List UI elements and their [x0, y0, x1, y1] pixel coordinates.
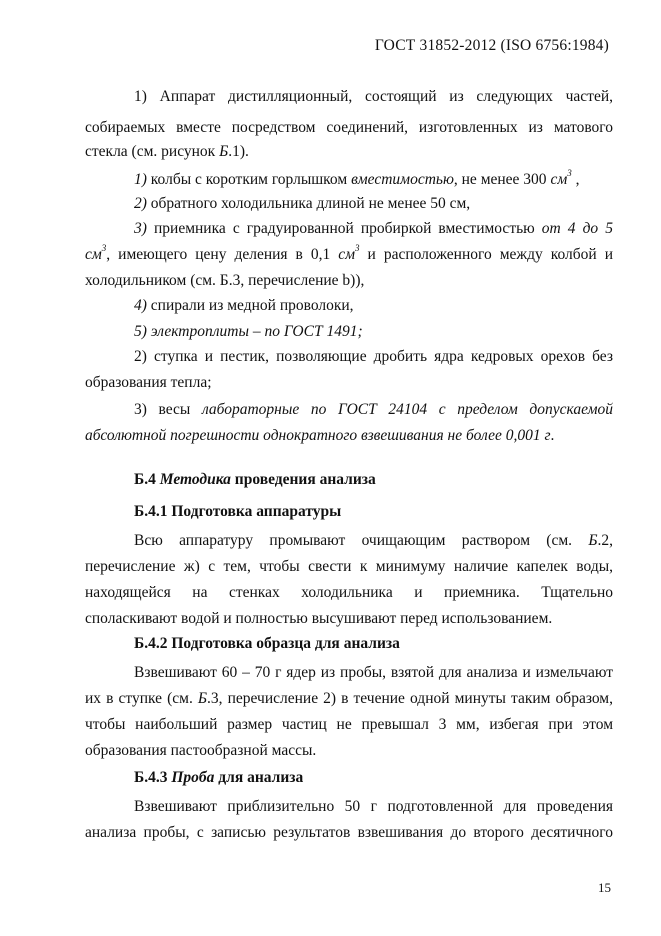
- text-run: обратного холодильника длиной не менее 50 см,: [146, 195, 471, 212]
- text-run: споласкивают водой и полностью высушивают перед использованием.: [85, 610, 553, 627]
- text-run: Взвешивают 60 – 70 г ядер из пробы, взятой для анализа и измельчают: [134, 664, 613, 681]
- text-line: [85, 741, 613, 760]
- item-number: 1): [134, 171, 147, 188]
- text-run: абсолютной погрешности однократного взвешивания не более 0,001 г: [85, 427, 551, 444]
- text-run: Проба: [171, 769, 215, 786]
- unit: см: [550, 171, 568, 188]
- text-run: вместимостью: [351, 171, 454, 188]
- text-run: .1).: [228, 143, 249, 160]
- section-heading: Б.4.1 Подготовка аппаратуры: [134, 503, 342, 520]
- text-line: [85, 823, 613, 842]
- text-line: [134, 531, 613, 550]
- text-run: Б: [219, 143, 229, 160]
- unit: см: [85, 246, 102, 263]
- text-run: Б: [588, 532, 598, 549]
- text-run: , имеющего цену деления в 0,1: [106, 246, 339, 263]
- text-run: Методика: [159, 471, 231, 488]
- item-number: 3): [134, 220, 147, 237]
- unit: см: [338, 246, 356, 263]
- list-item: [134, 219, 613, 238]
- text-line: [134, 87, 613, 106]
- text-line: [85, 245, 613, 264]
- text-run: 2) ступка и пестик, позволяющие дробить ядра кедровых орехов без: [134, 348, 613, 365]
- text-run: .: [550, 427, 555, 444]
- text-line: [85, 557, 613, 576]
- text-run: .2,: [597, 532, 613, 549]
- text-run: проведения анализа: [230, 471, 376, 488]
- text-run: спирали из медной проволоки,: [146, 297, 354, 314]
- text-run: Б: [197, 690, 208, 707]
- text-run: , не менее 300: [453, 171, 551, 188]
- text-line: [85, 426, 613, 445]
- item-number: 2): [134, 195, 147, 212]
- text-run: чтобы наибольший размер частиц не превышал 3 мм, избегая при этом: [85, 716, 613, 733]
- text-run: собираемых вместе посредством соединений, изготовленных из матового: [85, 119, 613, 136]
- text-run: образования тепла;: [85, 374, 212, 391]
- text-line: [85, 373, 613, 392]
- text-run: холодильником (см. Б.3, перечисление b)),: [85, 272, 365, 289]
- text-run: Б.4.3: [134, 769, 172, 786]
- superscript: 3: [567, 168, 572, 178]
- text-run: лабораторные по ГОСТ 24104 с пределом допускаемой: [201, 401, 614, 418]
- text-line: [85, 118, 613, 137]
- text-run: перечисление ж) с тем, чтобы свести к минимуму наличие капелек воды,: [85, 558, 613, 575]
- text-line: [85, 609, 613, 628]
- text-line: [85, 715, 613, 734]
- superscript: 3: [355, 243, 360, 253]
- list-item: [134, 322, 613, 341]
- text-run: 3) весы: [134, 401, 202, 418]
- text-run: приемника с градуированной пробиркой вместимостью: [146, 220, 542, 237]
- list-item: [134, 170, 613, 189]
- section-heading: [134, 768, 613, 787]
- text-run: ,: [571, 171, 580, 188]
- superscript: 3: [101, 243, 107, 253]
- text-line: [134, 663, 613, 682]
- text-line: [85, 142, 613, 161]
- text-run: от 4 до 5: [541, 220, 613, 237]
- page-number: 15: [598, 880, 611, 895]
- text-run: для анализа: [214, 769, 304, 786]
- text-line: [134, 797, 613, 816]
- text-line: [85, 271, 613, 290]
- list-item: [134, 296, 613, 315]
- text-run: 5) электроплиты – по ГОСТ 1491;: [134, 323, 363, 340]
- text-run: образования пастообразной массы.: [85, 742, 317, 759]
- document-header: ГОСТ 31852-2012 (ISO 6756:1984): [374, 37, 609, 54]
- text-run: 1) Аппарат дистилляционный, состоящий из следующих частей,: [134, 88, 613, 105]
- text-run: анализа пробы, с записью результатов взвешивания до второго десятичного: [85, 824, 613, 841]
- text-run: Б.4: [134, 471, 160, 488]
- section-heading: Б.4.2 Подготовка образца для анализа: [134, 635, 400, 652]
- text-line: [85, 583, 613, 602]
- text-run: Взвешивают приблизительно 50 г подготовленной для проведения: [134, 798, 613, 815]
- text-run: и расположенного между колбой и: [359, 246, 613, 263]
- text-line: [134, 347, 613, 366]
- text-run: .3, перечисление 2) в течение одной минуты таким образом,: [207, 690, 613, 707]
- text-line: [134, 400, 613, 419]
- list-item: [134, 194, 613, 213]
- text-run: колбы с коротким горлышком: [146, 171, 352, 188]
- item-number: 4): [134, 297, 147, 314]
- text-run: находящейся на стенках холодильника и приемника. Тщательно: [85, 584, 613, 601]
- text-run: их в ступке (см.: [85, 690, 198, 707]
- section-heading: [134, 470, 613, 489]
- text-run: Всю аппаратуру промывают очищающим раствором (см.: [134, 532, 589, 549]
- text-line: [85, 689, 613, 708]
- text-run: стекла (см. рисунок: [85, 143, 220, 160]
